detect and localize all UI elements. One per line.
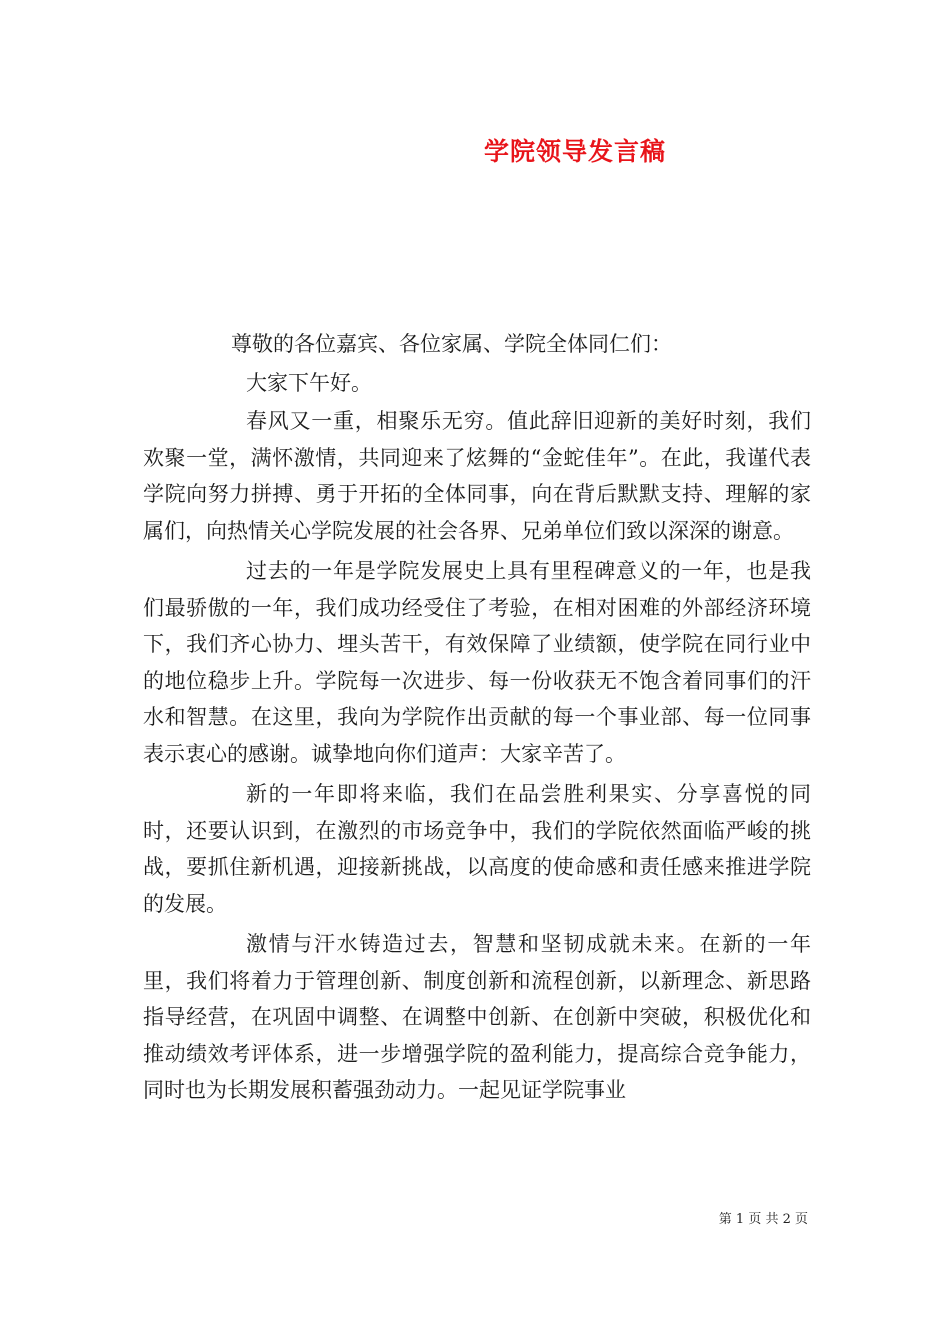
paragraph-2: 过去的一年是学院发展史上具有里程碑意义的一年，也是我们最骄傲的一年，我们成功经受住了考验，在相对困难的外部经济环境下，我们齐心协力、埋头苦干，有效保障了业绩额，使学院在同行业中的地位稳步上升。学院每一次进步、每一份收获无不饱含着同事们的汗水和智慧。在这里，我向为学院作出贡献的每一个事业部、每一位同事表示衷心的感谢。诚挚地向你们道声：大家辛苦了。 — [143, 559, 811, 766]
page-number-footer: 第 1 页 共 2 页 — [718, 1212, 808, 1227]
document-body — [143, 326, 811, 1113]
paragraph-4: 激情与汗水铸造过去，智慧和坚韧成就未来。在新的一年里，我们将着力于管理创新、制度创新和流程创新，以新理念、新思路指导经营，在巩固中调整、在调整中创新、在创新中突破，积极优化和推动绩效考评体系，进一步增强学院的盈利能力，提高综合竞争能力，同时也为长期发展积蓄强劲动力。一起见证学院事业 — [143, 932, 811, 1102]
salutation: 尊敬的各位嘉宾、各位家属、学院全体同仁们： — [231, 332, 672, 356]
paragraph-1: 春风又一重，相聚乐无穷。值此辞旧迎新的美好时刻，我们欢聚一堂，满怀激情，共同迎来了炫舞的“金蛇佳年”。在此，我谨代表学院向努力拼搏、勇于开拓的全体同事，向在背后默默支持、理解的家属们，向热情关心学院发展的社会各界、兄弟单位们致以深深的谢意。 — [143, 409, 811, 543]
greeting: 大家下午好。 — [246, 370, 372, 395]
document-title: 学院领导发言稿 — [483, 137, 666, 166]
paragraph-3: 新的一年即将来临，我们在品尝胜利果实、分享喜悦的同时，还要认识到，在激烈的市场竞争中，我们的学院依然面临严峻的挑战，要抓住新机遇，迎接新挑战，以高度的使命感和责任感来推进学院的发展。 — [143, 782, 811, 916]
